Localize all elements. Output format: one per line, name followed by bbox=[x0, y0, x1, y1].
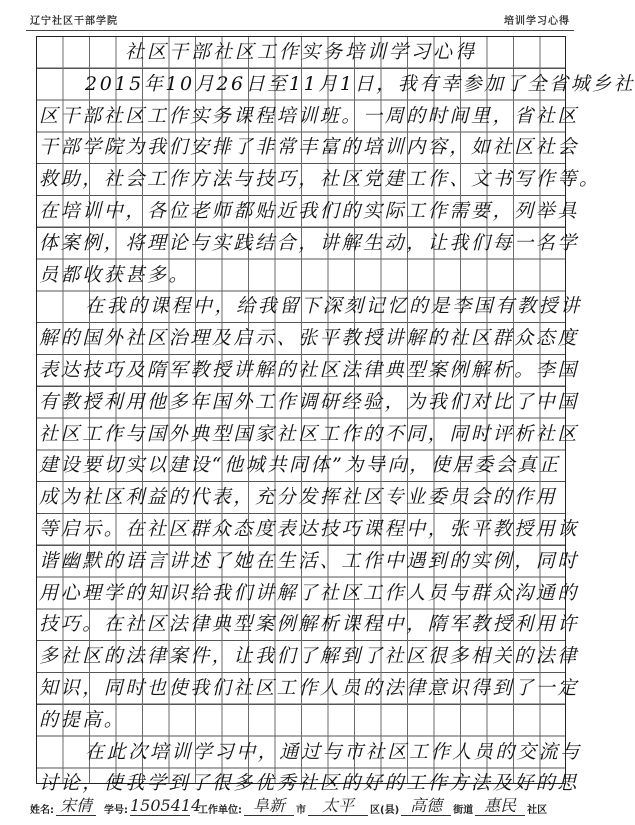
essay-line: 成为社区利益的代表，充分发挥社区专业委员会的作用 bbox=[39, 486, 558, 509]
essay-line: 在培训中，各位老师都贴近我们的实际工作需要，列举具 bbox=[39, 199, 580, 222]
student-id-field bbox=[104, 796, 202, 816]
student-id-label: 学号: bbox=[104, 805, 128, 816]
essay-line: 干部学院为我们安排了非常丰富的培训内容，如社区社会 bbox=[39, 136, 580, 159]
header-form-title: 培训学习心得 bbox=[504, 16, 570, 27]
essay-line: 的提高。 bbox=[39, 708, 126, 731]
district-value: 太平 bbox=[308, 797, 368, 816]
essay-line: 谐幽默的语言讲述了她在生活、工作中遇到的实例，同时 bbox=[39, 549, 580, 572]
essay-line: 多社区的法律案件，让我们了解到了社区很多相关的法律 bbox=[39, 645, 580, 668]
essay-line: 2015年10月26日至11月1日，我有幸参加了全省城乡社 bbox=[85, 72, 635, 95]
essay-line: 有教授利用他多年国外工作调研经验，为我们对比了中国 bbox=[39, 390, 580, 413]
city-value: 阜新 bbox=[244, 797, 294, 816]
student-id-value: 1505414 bbox=[130, 796, 202, 815]
essay-line: 员都收获甚多。 bbox=[39, 263, 191, 286]
district-label: 区(县) bbox=[370, 805, 400, 816]
work-unit-label: 工作单位: bbox=[198, 805, 242, 816]
community-label: 社区 bbox=[527, 805, 548, 816]
street-value: 高德 bbox=[401, 797, 451, 816]
writing-grid bbox=[36, 36, 635, 795]
essay-title: 社区干部社区工作实务培训学习心得 bbox=[124, 41, 477, 63]
essay-line: 解的国外社区治理及启示、张平教授讲解的社区群众态度 bbox=[39, 327, 580, 350]
signature-footer bbox=[30, 790, 574, 816]
essay-line: 等启示。在社区群众态度表达技巧课程中，张平教授用诙 bbox=[39, 517, 580, 540]
essay-line: 区干部社区工作实务课程培训班。一周的时间里，省社区 bbox=[39, 104, 580, 127]
header-rule bbox=[26, 30, 574, 31]
community-value: 惠民 bbox=[475, 797, 525, 816]
city-label: 市 bbox=[296, 805, 306, 816]
essay-line: 体案例，将理论与实践结合，讲解生动，让我们每一名学 bbox=[39, 231, 580, 254]
name-label: 姓名: bbox=[30, 805, 54, 816]
essay-line: 建设要切实以建设“他城共同体”为导向，使居委会真正 bbox=[39, 454, 561, 477]
essay-line: 表达技巧及隋军教授讲解的社区法律典型案例解析。李国 bbox=[39, 358, 580, 381]
street-label: 街道 bbox=[453, 805, 474, 816]
essay-line: 社区工作与国外典型国家社区工作的不同，同时评析社区 bbox=[39, 422, 580, 445]
essay-line: 救助，社会工作方法与技巧，社区党建工作、文书写作等。 bbox=[39, 168, 601, 191]
name-value: 宋倩 bbox=[56, 797, 96, 816]
work-unit-field bbox=[198, 797, 547, 816]
header-school-name: 辽宁社区干部学院 bbox=[30, 16, 118, 27]
essay-line: 讨论，使我学到了很多优秀社区的好的工作方法及好的思 bbox=[39, 772, 580, 795]
essay-line: 在此次培训学习中，通过与市社区工作人员的交流与 bbox=[85, 740, 582, 763]
essay-line: 技巧。在社区法律典型案例解析课程中，隋军教授利用许 bbox=[39, 613, 580, 636]
essay-body bbox=[37, 37, 635, 795]
name-field bbox=[30, 797, 98, 816]
essay-line: 在我的课程中，给我留下深刻记忆的是李国有教授讲 bbox=[85, 295, 582, 318]
essay-line: 用心理学的知识给我们讲解了社区工作人员与群众沟通的 bbox=[39, 581, 580, 604]
essay-line: 知识，同时也使我们社区工作人员的法律意识得到了一定 bbox=[39, 676, 580, 699]
